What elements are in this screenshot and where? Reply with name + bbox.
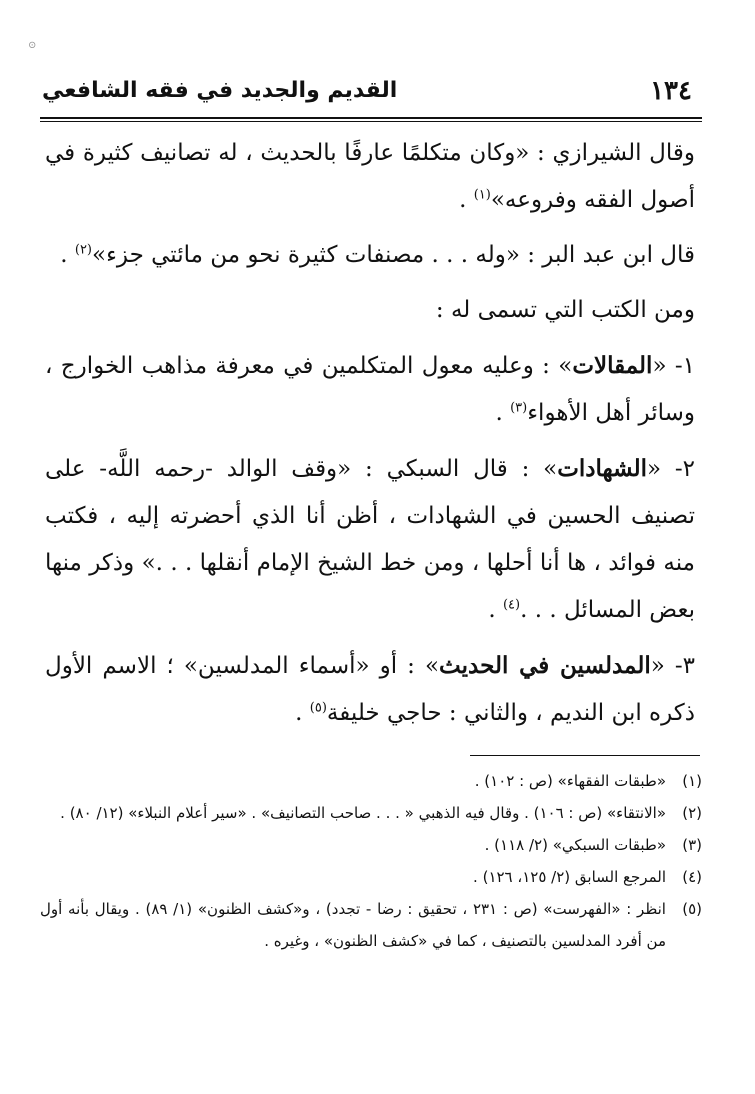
list-item-mudallisin: ٣- «المدلسين في الحديث» : أو «أسماء المدلسين» ؛ الاسم الأول ذكره ابن النديم ، والثاني : حاجي خليفة$^{(٥)}$ . xyxy=(45,652,695,726)
paragraph-ibn-abd-al-barr: قال ابن عبد البر : «وله . . . مصنفات كثيرة نحو من مائتي جزء»$^{(٢)}$ . xyxy=(60,242,695,268)
footnote-5: (٥)انظر : «الفهرست» (ص : ٢٣١ ، تحقيق : رضا - تجدد) ، و«كشف الظنون» (١/ ٨٩) . ويقال بأنه أول من أفرد المدلسين بالتصنيف ، كما في «كشف الظنون» ، وغيره . xyxy=(40,900,702,950)
footnote-3: (٣)«طبقات السبكي» (٢/ ١١٨) . xyxy=(484,836,702,854)
footnote-ref-1[interactable]: (١) xyxy=(473,187,491,203)
footnote-2: (٢)«الانتقاء» (ص : ١٠٦) . وقال فيه الذهبي « . . . صاحب التصانيف» . «سير أعلام النبلاء» (١٢/ ٨٠) . xyxy=(60,804,702,822)
footnote-ref-2[interactable]: (٢) xyxy=(74,242,92,258)
list-item-maqalat: ١- «المقالات» : وعليه معول المتكلمين في معرفة مذاهب الخوارج ، وسائر أهل الأهواء$^{(٣)}$ . xyxy=(45,352,696,426)
paragraph-books-intro: ومن الكتب التي تسمى له : xyxy=(435,297,695,323)
footnote-1: (١)«طبقات الفقهاء» (ص : ١٠٢) . xyxy=(474,772,702,790)
main-text xyxy=(45,130,695,737)
book-title-mudallisin: المدلسين في الحديث xyxy=(439,652,651,679)
list-item-shahadat: ٢- «الشهادات» : قال السبكي : «وقف الوالد -رحمه اللَّه- على تصنيف الحسين في الشهادات ، أظن أنا الذي أحضرته إليه ، فكتب منه فوائد ، ها أنا أحلها ، ومن خط الشيخ الإمام أنقلها . . .» وذكر منها بعض المسائل . . .$^{(٤)}$ . xyxy=(45,455,696,623)
running-title: القديم والجديد في فقه الشافعي xyxy=(42,78,398,103)
footnote-ref-5[interactable]: (٥) xyxy=(309,700,327,716)
footnote-ref-3[interactable]: (٣) xyxy=(510,400,528,416)
footnote-separator xyxy=(470,755,700,756)
paragraph-shirazi: وقال الشيرازي : «وكان متكلمًا عارفًا بالحديث ، له تصانيف كثيرة في أصول الفقه وفروعه»$^{(١)}$ . xyxy=(45,140,695,213)
header-rule xyxy=(40,117,702,122)
book-title-shahadat: الشهادات xyxy=(557,455,648,482)
page-header xyxy=(40,72,702,112)
page-number: ١٣٤ xyxy=(650,76,692,106)
scan-speck: ⊙ xyxy=(28,40,37,51)
footnotes-section xyxy=(40,765,702,957)
footnote-4: (٤)المرجع السابق (٢/ ١٢٥، ١٢٦) . xyxy=(473,868,702,886)
book-title-maqalat: المقالات xyxy=(572,352,653,379)
footnote-ref-4[interactable]: (٤) xyxy=(502,597,521,613)
